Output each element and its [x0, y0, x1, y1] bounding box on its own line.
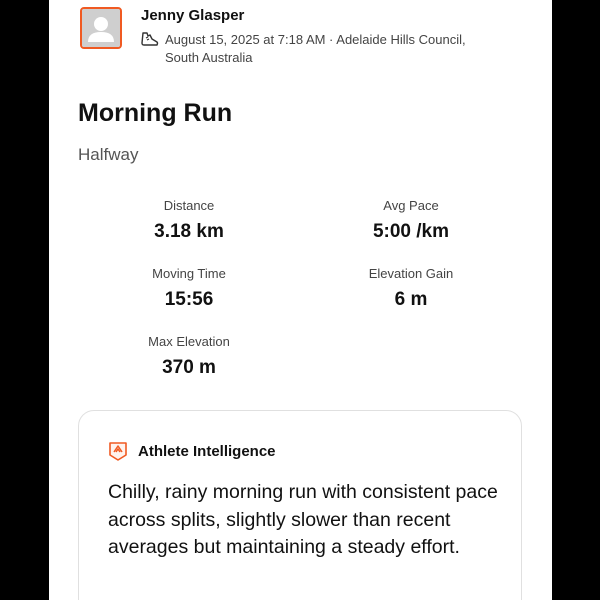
stat-moving-time [109, 266, 269, 311]
stat-label: Elevation Gain [368, 266, 454, 281]
stat-distance [109, 198, 269, 243]
card-summary-text: Chilly, rainy morning run with consistent pace across splits, slightly slower than recent averages but maintaining a steady effort. [108, 481, 498, 558]
stat-value: 6 m [394, 289, 428, 310]
stat-label: Max Elevation [148, 334, 230, 349]
stat-value: 3.18 km [154, 221, 224, 242]
athlete-intelligence-icon [108, 441, 128, 461]
stat-elevation-gain [331, 266, 491, 311]
stat-label: Moving Time [152, 266, 226, 281]
athlete-name[interactable]: Jenny Glasper [141, 7, 245, 24]
stat-max-elevation [109, 334, 269, 379]
stat-value: 15:56 [164, 289, 214, 310]
avatar[interactable] [80, 7, 122, 49]
activity-screen [49, 0, 552, 600]
shoe-icon [140, 30, 160, 50]
stat-label: Distance [163, 198, 215, 213]
stat-label: Avg Pace [383, 198, 439, 213]
card-title: Athlete Intelligence [138, 443, 276, 460]
activity-description: Halfway [78, 145, 139, 164]
user-silhouette-icon [82, 9, 120, 47]
athlete-intelligence-card[interactable] [78, 410, 522, 600]
stat-value: 5:00 /km [372, 221, 450, 242]
activity-title: Morning Run [78, 99, 233, 127]
stat-value: 370 m [162, 357, 216, 378]
stat-avg-pace [331, 198, 491, 243]
activity-date-location: August 15, 2025 at 7:18 AM · Adelaide Hills Council, South Australia [165, 32, 466, 65]
